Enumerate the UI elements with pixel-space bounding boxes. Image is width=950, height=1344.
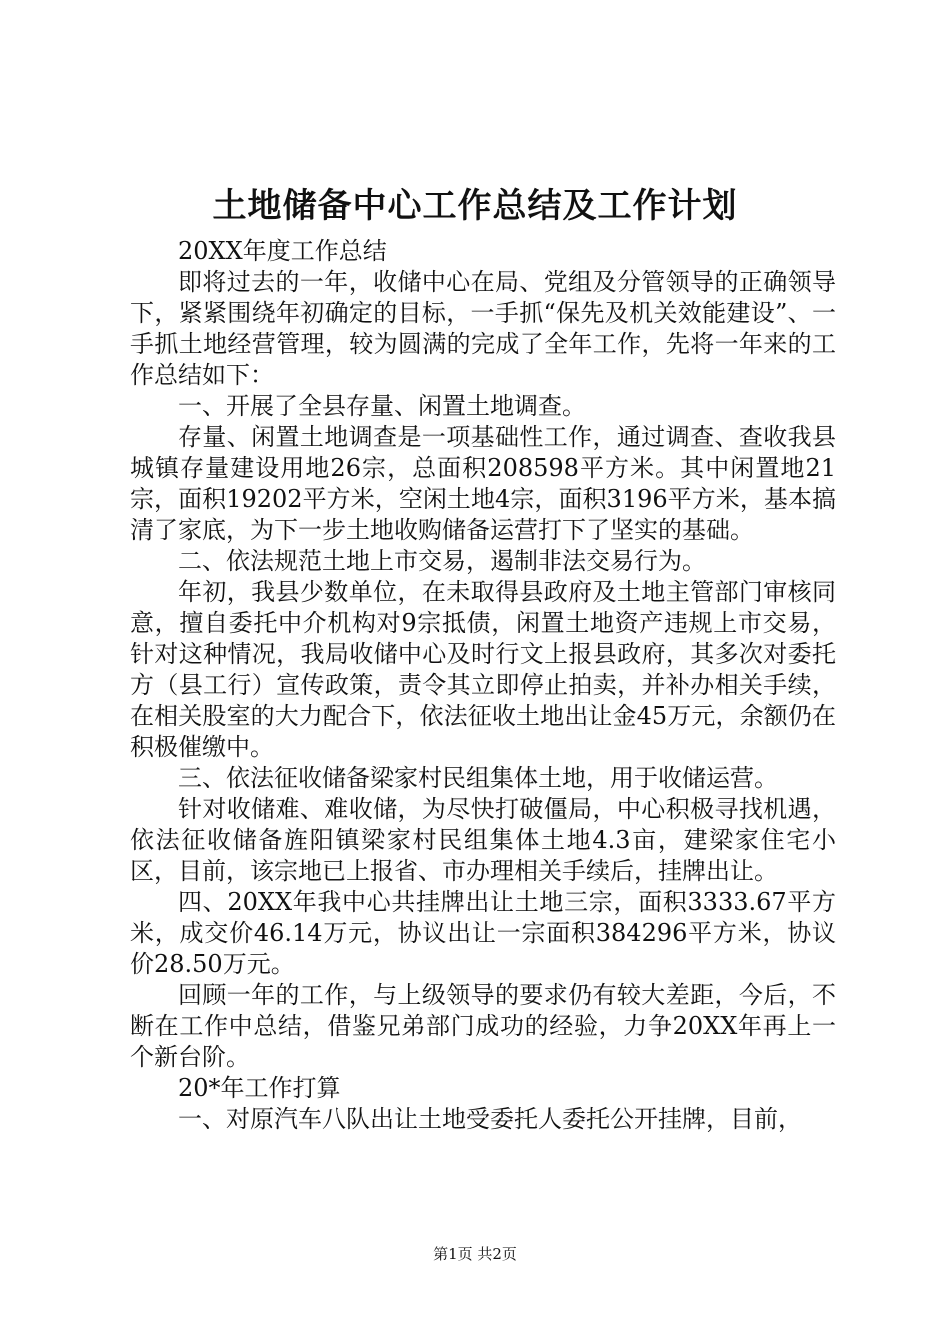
document-body [130, 236, 836, 1135]
paragraph-2: 年初，我县少数单位，在未取得县政府及土地主管部门审核同意，擅自委托中介机构对9宗抵债，闲置土地资产违规上市交易，针对这种情况，我局收储中心及时行文上报县政府，其多次对委托方（县工行）宣传政策，责令其立即停止拍卖，并补办相关手续，在相关股室的大力配合下，依法征收土地出让金45万元，余额仍在积极催缴中。 [130, 578, 836, 761]
section-heading-2: 二、依法规范土地上市交易，遏制非法交易行为。 [178, 547, 706, 575]
paragraph-1: 存量、闲置土地调查是一项基础性工作，通过调查、查收我县城镇存量建设用地26宗，总面积208598平方米。其中闲置地21宗，面积19202平方米，空闲土地4宗，面积3196平方米，基本搞清了家底，为下一步土地收购储备运营打下了坚实的基础。 [130, 423, 836, 544]
section-heading-plan: 20*年工作打算 [178, 1074, 341, 1102]
section-heading-summary: 20XX年度工作总结 [178, 237, 387, 265]
paragraph-3: 针对收储难、难收储，为尽快打破僵局，中心积极寻找机遇，依法征收储备旌阳镇梁家村民组集体土地4.3亩，建梁家住宅小区，目前，该宗地已上报省、市办理相关手续后，挂牌出让。 [130, 795, 836, 885]
paragraph-intro: 即将过去的一年，收储中心在局、党组及分管领导的正确领导下，紧紧围绕年初确定的目标，一手抓“保先及机关效能建设”、一手抓土地经营管理，较为圆满的完成了全年工作，先将一年来的工作总结如下： [130, 268, 836, 389]
page-number-footer: 第1页 共2页 [433, 1245, 517, 1263]
section-heading-1: 一、开展了全县存量、闲置土地调查。 [178, 392, 586, 420]
paragraph-4: 四、20XX年我中心共挂牌出让土地三宗，面积3333.67平方米，成交价46.14万元，协议出让一宗面积384296平方米，协议价28.50万元。 [130, 888, 836, 978]
document-title: 土地储备中心工作总结及工作计划 [212, 186, 738, 226]
section-heading-3: 三、依法征收储备梁家村民组集体土地，用于收储运营。 [178, 764, 778, 792]
paragraph-plan-1: 一、对原汽车八队出让土地受委托人委托公开挂牌，目前， [178, 1105, 802, 1133]
paragraph-review: 回顾一年的工作，与上级领导的要求仍有较大差距，今后，不断在工作中总结，借鉴兄弟部门成功的经验，力争20XX年再上一个新台阶。 [130, 981, 836, 1071]
